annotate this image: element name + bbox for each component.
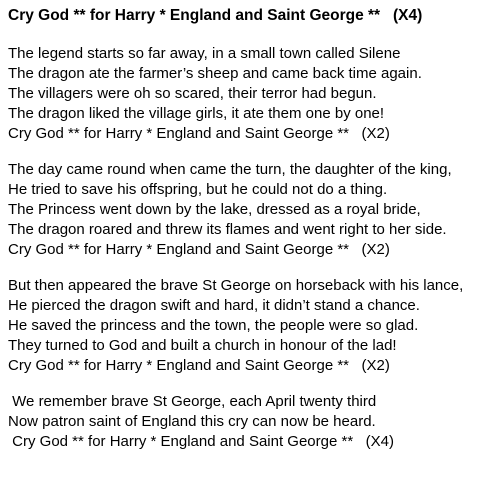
lyric-line: The day came round when came the turn, the daughter of the king,	[8, 161, 452, 178]
chorus-line: Cry God ** for Harry * England and Saint George ** (X2)	[8, 241, 390, 258]
chorus-line: Cry God ** for Harry * England and Saint George ** (X2)	[8, 357, 390, 374]
lyric-line: The Princess went down by the lake, dressed as a royal bride,	[8, 201, 421, 218]
lyric-line: But then appeared the brave St George on horseback with his lance,	[8, 277, 464, 294]
stanza-3	[8, 276, 498, 376]
song-lyrics-document	[8, 6, 498, 468]
lyric-line: The legend starts so far away, in a small town called Silene	[8, 45, 401, 62]
lyric-line: The dragon roared and threw its flames and went right to her side.	[8, 221, 447, 238]
lyric-line: We remember brave St George, each April twenty third	[8, 393, 377, 410]
lyric-line: The dragon ate the farmer’s sheep and came back time again.	[8, 65, 422, 82]
stanza-2	[8, 160, 498, 260]
lyric-line: Now patron saint of England this cry can now be heard.	[8, 413, 376, 430]
stanza-1	[8, 44, 498, 144]
chorus-line: Cry God ** for Harry * England and Saint George ** (X2)	[8, 125, 390, 142]
lyric-line: He pierced the dragon swift and hard, it didn’t stand a chance.	[8, 297, 420, 314]
lyric-line: The dragon liked the village girls, it ate them one by one!	[8, 105, 385, 122]
lyric-line: The villagers were oh so scared, their terror had begun.	[8, 85, 377, 102]
document-title: Cry God ** for Harry * England and Saint George ** (X4)	[8, 7, 423, 24]
stanza-4	[8, 392, 498, 452]
lyric-line: He saved the princess and the town, the people were so glad.	[8, 317, 419, 334]
lyric-line: He tried to save his offspring, but he could not do a thing.	[8, 181, 388, 198]
lyric-line: They turned to God and built a church in honour of the lad!	[8, 337, 397, 354]
chorus-line: Cry God ** for Harry * England and Saint George ** (X4)	[8, 433, 395, 450]
